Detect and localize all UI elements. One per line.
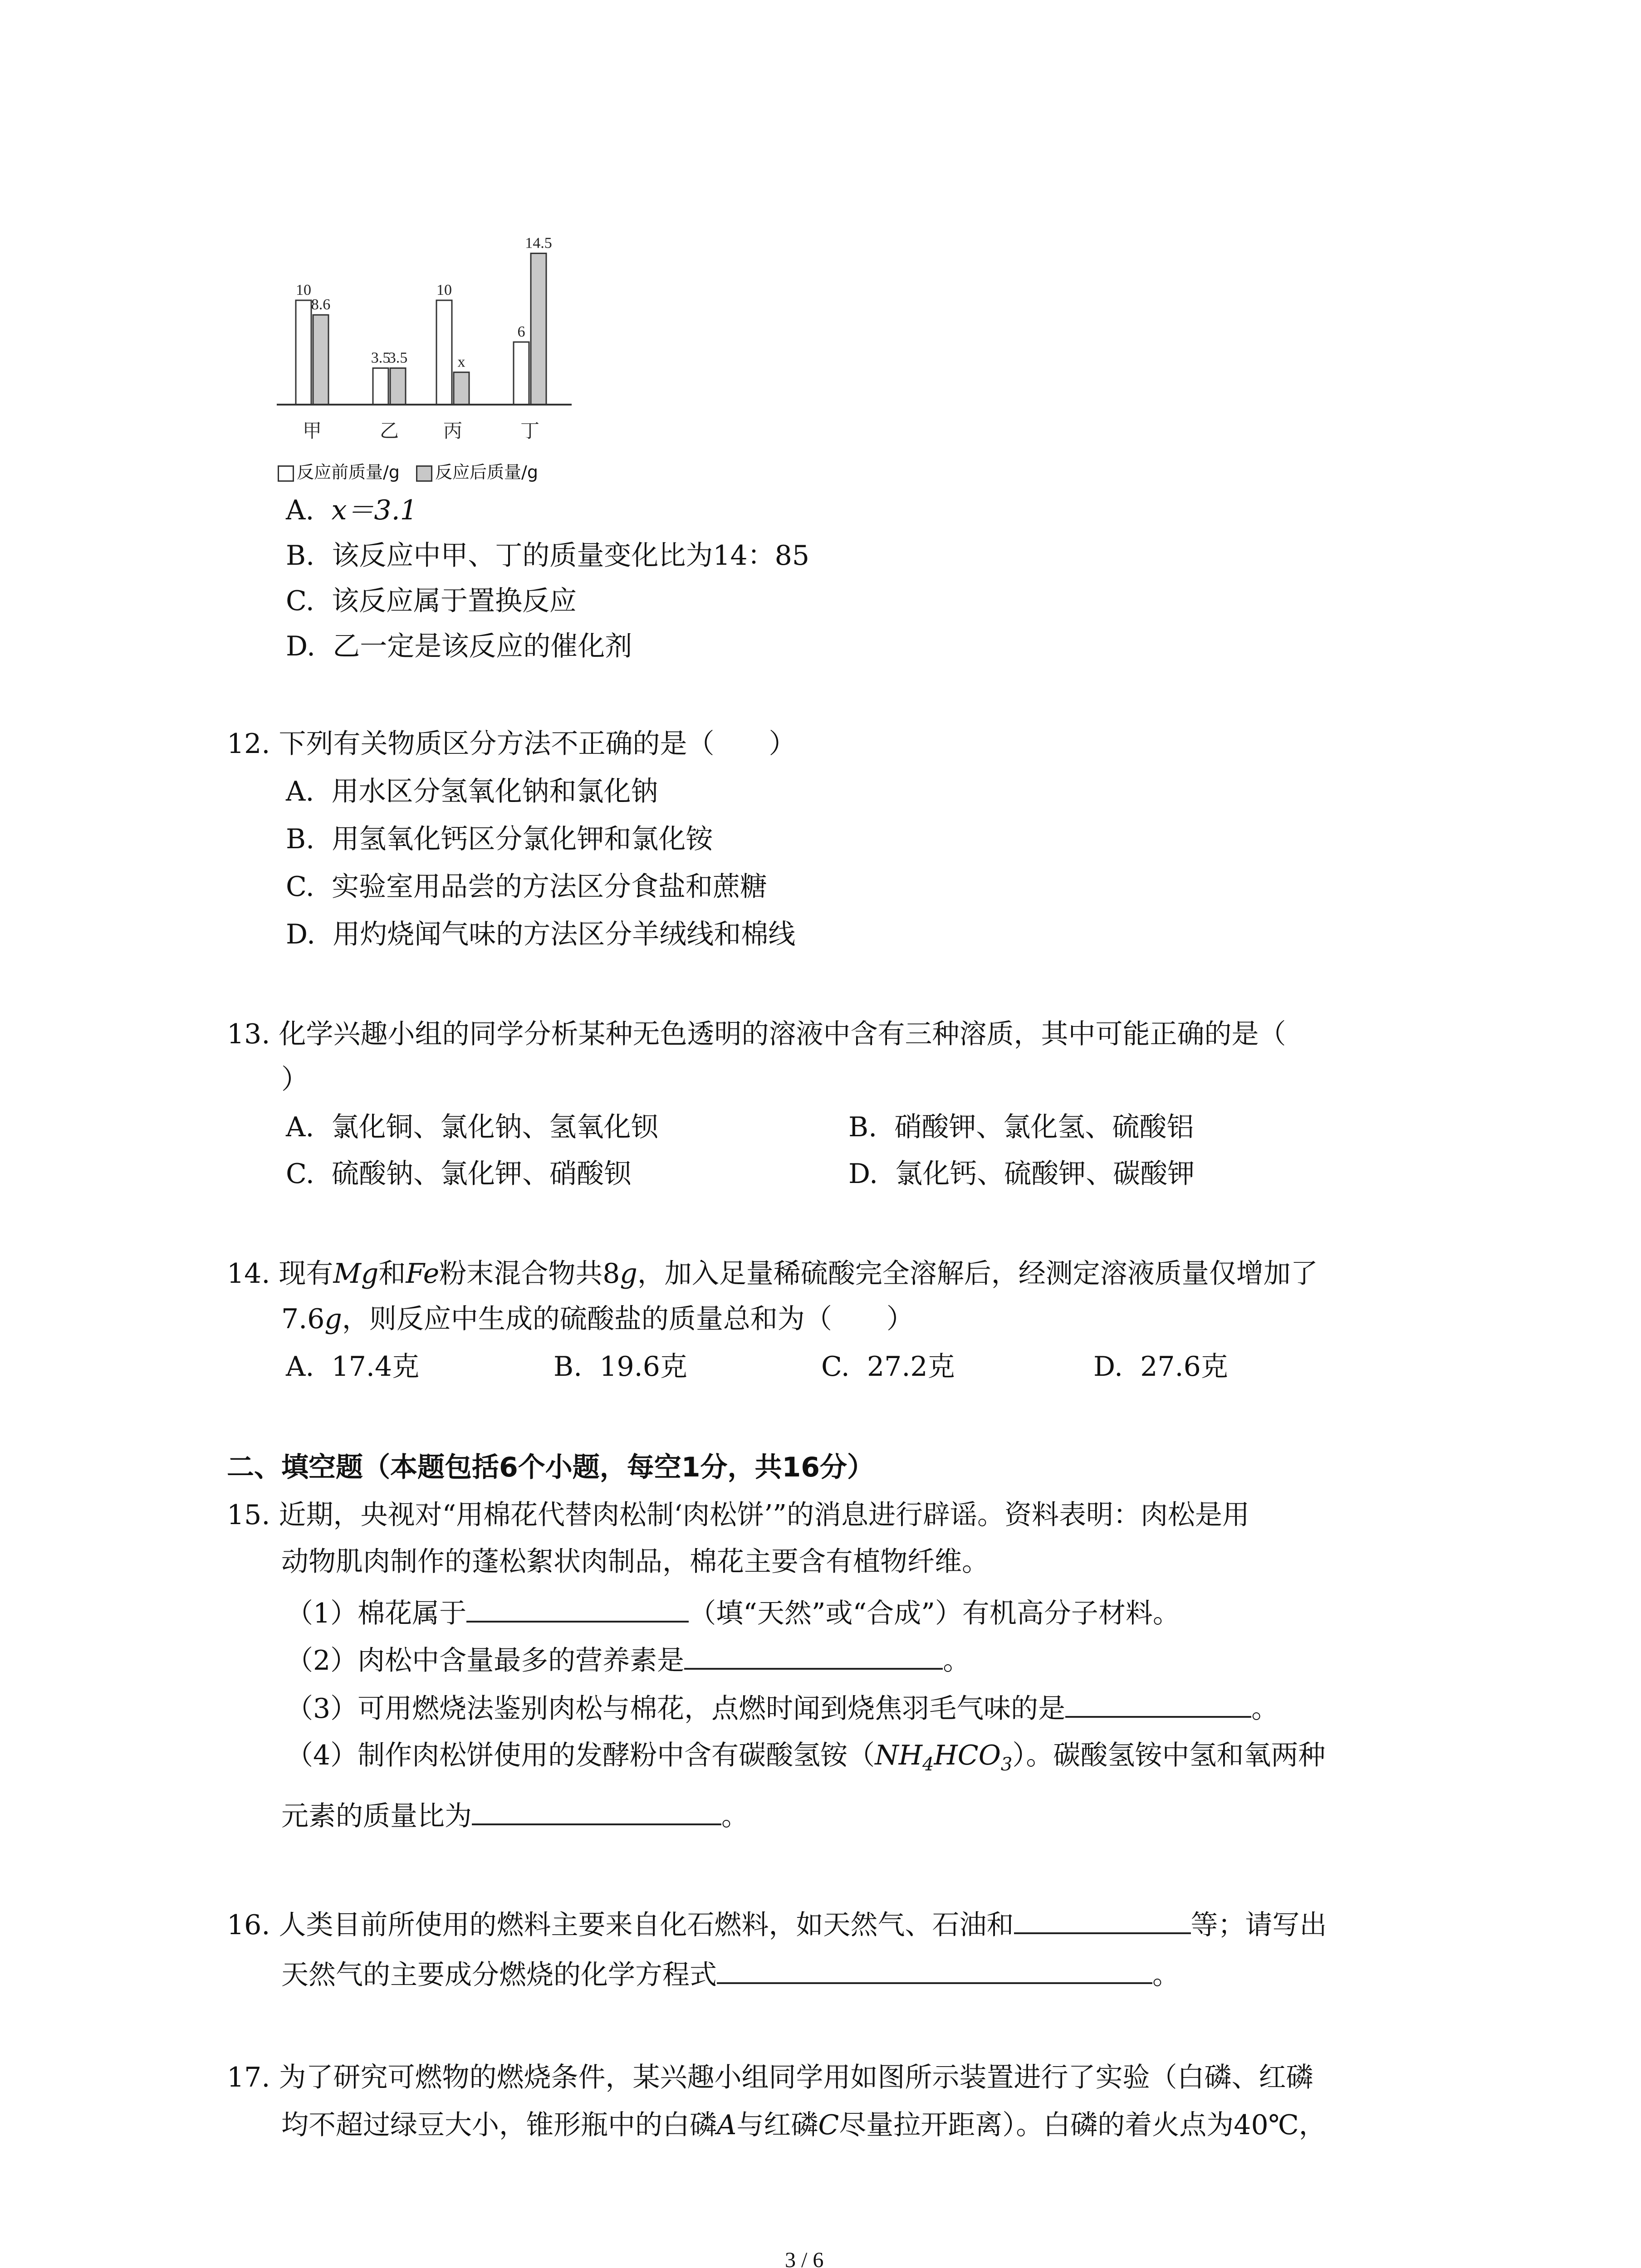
q13-stem-line1: 13. 化学兴趣小组的同学分析某种无色透明的溶液中含有三种溶质，其中可能正确的是（ — [227, 1018, 1286, 1050]
unit-g: g — [324, 1303, 342, 1335]
bar-value-label: 6 — [517, 323, 525, 340]
q11-option-c — [286, 583, 577, 619]
q15-text: （3）可用燃烧法鉴别肉松与棉花，点燃时闻到烧焦羽毛气味的是 — [286, 1693, 1066, 1725]
q14-text: 和 — [378, 1258, 406, 1290]
bar-before-1 — [373, 368, 388, 405]
formula-sub-4: 4 — [922, 1754, 934, 1775]
q11-option-d — [286, 628, 632, 665]
fe-symbol: Fe — [406, 1258, 440, 1290]
q11-option-a — [286, 492, 417, 528]
q15-text: ）。碳酸氢铵中氢和氧两种 — [1012, 1740, 1326, 1771]
q12-option-d — [286, 916, 795, 953]
q12-stem: 12. 下列有关物质区分方法不正确的是（ ） — [227, 728, 796, 760]
q15-text: （1）棉花属于 — [286, 1598, 467, 1629]
option-text: 19.6克 — [599, 1351, 687, 1383]
bar-after-2 — [454, 372, 469, 405]
q15-text: 。 — [721, 1800, 749, 1832]
page-number: 3 / 6 — [785, 2248, 824, 2268]
white-phosphorus-a: A — [717, 2109, 737, 2141]
option-text: 乙一定是该反应的催化剂 — [333, 631, 632, 662]
option-letter: C. — [821, 1351, 850, 1383]
q17-text: 尽量拉开距离）。白磷的着火点为40℃， — [839, 2109, 1326, 2141]
bar-value-label: 10 — [296, 282, 311, 298]
formula-hco: HCO — [934, 1740, 1001, 1771]
mass-value: 7.6 — [281, 1303, 325, 1335]
option-letter: A. — [286, 1351, 314, 1383]
option-letter: B. — [286, 823, 315, 855]
option-letter: C. — [286, 585, 314, 617]
q14-text: ，加入足量稀硫酸完全溶解后，经测定溶液质量仅增加了 — [637, 1258, 1318, 1290]
q16-text: 。 — [1152, 1959, 1180, 1991]
option-text: 用氢氧化钙区分氯化钾和氯化铵 — [332, 823, 713, 855]
q15-text: 。 — [943, 1645, 970, 1677]
q15-part3 — [286, 1689, 1279, 1727]
q15-line2: 动物肌肉制作的蓬松絮状肉制品，棉花主要含有植物纤维。 — [281, 1546, 989, 1578]
q14-option-c — [821, 1349, 955, 1385]
bar-before-2 — [436, 300, 452, 405]
q16-text: 等；请写出 — [1190, 1909, 1327, 1941]
bar-value-label: 10 — [436, 282, 452, 298]
q15-text: 。 — [1251, 1693, 1279, 1725]
q11-option-b — [286, 538, 809, 574]
mg-symbol: Mg — [333, 1258, 379, 1290]
q15-part2 — [286, 1641, 970, 1679]
category-label: 乙 — [379, 421, 399, 442]
q14-line1 — [227, 1256, 1318, 1292]
bar-value-label: 3.5 — [388, 349, 408, 367]
option-letter: D. — [286, 919, 316, 950]
q14-text: 粉末混合物共 — [439, 1258, 603, 1290]
formula-nh: NH — [875, 1740, 923, 1771]
q14-text: 现有 — [279, 1258, 333, 1290]
answer-blank[interactable] — [1065, 1689, 1251, 1718]
bar-after-3 — [531, 254, 546, 405]
q17-text: 均不超过绿豆大小，锥形瓶中的白磷 — [281, 2109, 717, 2141]
option-text: 氯化钙、硫酸钾、碳酸钾 — [895, 1158, 1195, 1190]
option-letter: B. — [286, 540, 315, 572]
q13-option-b — [848, 1109, 1194, 1145]
option-letter: D. — [848, 1158, 878, 1190]
option-text: 该反应属于置换反应 — [332, 585, 577, 617]
option-text: 27.2克 — [867, 1351, 955, 1383]
option-letter: D. — [1093, 1351, 1123, 1383]
bar-before-3 — [514, 342, 529, 405]
mass-bar-chart — [272, 213, 590, 467]
q16-text: 16. 人类目前所使用的燃料主要来自化石燃料，如天然气、石油和 — [227, 1909, 1014, 1941]
option-text: 17.4克 — [331, 1351, 420, 1383]
answer-blank[interactable] — [684, 1641, 943, 1670]
q17-line2 — [281, 2107, 1326, 2143]
red-phosphorus-c: C — [818, 2109, 839, 2141]
category-label: 丁 — [520, 421, 540, 442]
option-letter: A. — [286, 494, 314, 526]
option-text: 27.6克 — [1140, 1351, 1228, 1383]
chart-legend — [278, 458, 538, 483]
option-letter: A. — [286, 776, 314, 807]
mass-value: 8 — [603, 1258, 620, 1290]
option-letter: A. — [286, 1111, 314, 1143]
option-letter: C. — [286, 1158, 314, 1190]
q17-line1: 17. 为了研究可燃物的燃烧条件，某兴趣小组同学用如图所示装置进行了实验（白磷、红磷 — [227, 2062, 1313, 2093]
q14-option-d — [1093, 1349, 1228, 1385]
q14-text: ，则反应中生成的硫酸盐的质量总和为（ ） — [342, 1303, 914, 1335]
answer-blank[interactable] — [472, 1796, 721, 1825]
q15-part1 — [286, 1593, 1180, 1632]
option-text: 该反应中甲、丁的质量变化比为14：85 — [332, 540, 810, 572]
q16-text: 天然气的主要成分燃烧的化学方程式 — [281, 1959, 717, 1991]
legend-after-swatch — [416, 465, 432, 482]
q13-stem-line2: ） — [281, 1064, 309, 1095]
category-label: 丙 — [443, 421, 463, 442]
q15-text: （2）肉松中含量最多的营养素是 — [286, 1645, 685, 1677]
option-text: 硫酸钠、氯化钾、硝酸钡 — [332, 1158, 631, 1190]
legend-after-label: 反应后质量/g — [435, 462, 538, 482]
option-text: 用灼烧闻气味的方法区分羊绒线和棉线 — [333, 919, 796, 950]
unit-g: g — [620, 1258, 637, 1290]
option-text: x＝3.1 — [331, 494, 417, 526]
option-letter: D. — [286, 631, 316, 662]
question-number: 14. — [227, 1258, 270, 1290]
q15-part4-line2 — [281, 1796, 749, 1834]
legend-before-swatch — [278, 465, 294, 482]
bar-before-0 — [296, 300, 311, 405]
option-text: 硝酸钾、氯化氢、硫酸铝 — [894, 1111, 1194, 1143]
option-text: 实验室用品尝的方法区分食盐和蔗糖 — [332, 871, 767, 903]
bar-value-label: 3.5 — [371, 349, 391, 367]
option-text: 用水区分氢氧化钠和氯化钠 — [331, 776, 658, 807]
formula-sub-3: 3 — [1000, 1754, 1013, 1775]
answer-blank[interactable] — [1014, 1905, 1191, 1934]
q15-text: （填“天然”或“合成”）有机高分子材料。 — [689, 1598, 1180, 1629]
q15-text: （4）制作肉松饼使用的发酵粉中含有碳酸氢铵（ — [286, 1740, 875, 1771]
category-label: 甲 — [302, 421, 322, 442]
option-letter: C. — [286, 871, 314, 903]
answer-blank[interactable] — [717, 1955, 1152, 1984]
q13-option-d — [848, 1156, 1195, 1192]
bar-value-label: 14.5 — [525, 235, 552, 252]
q17-text: 与红磷 — [736, 2109, 818, 2141]
q14-option-a — [286, 1349, 419, 1385]
option-letter: B. — [848, 1111, 877, 1143]
q15-text: 元素的质量比为 — [281, 1800, 472, 1832]
legend-before-label: 反应前质量/g — [297, 462, 400, 482]
q14-option-b — [554, 1349, 687, 1385]
q12-option-b — [286, 821, 713, 857]
q16-line2 — [281, 1955, 1180, 1993]
option-text: 氯化铜、氯化钠、氢氧化钡 — [331, 1111, 658, 1143]
q12-option-a — [286, 773, 658, 810]
bar-value-label: x — [457, 353, 465, 371]
q13-option-a — [286, 1109, 658, 1145]
chart-bars — [296, 254, 546, 405]
q13-option-c — [286, 1156, 631, 1192]
section-title: 二、填空题（本题包括6个小题，每空1分，共16分） — [227, 1452, 874, 1483]
answer-blank[interactable] — [466, 1593, 689, 1623]
q15-line1: 15. 近期，央视对“用棉花代替肉松制‘肉松饼’”的消息进行辟谣。资料表明：肉松是用 — [227, 1499, 1249, 1531]
q12-option-c — [286, 869, 767, 905]
q16-line1 — [227, 1905, 1327, 1943]
bar-after-0 — [313, 315, 328, 405]
bar-after-1 — [390, 368, 406, 405]
chart-category-labels — [303, 421, 539, 442]
option-letter: B. — [554, 1351, 583, 1383]
q14-line2 — [281, 1301, 914, 1337]
q15-part4 — [286, 1737, 1325, 1783]
bar-value-label: 8.6 — [311, 296, 331, 313]
